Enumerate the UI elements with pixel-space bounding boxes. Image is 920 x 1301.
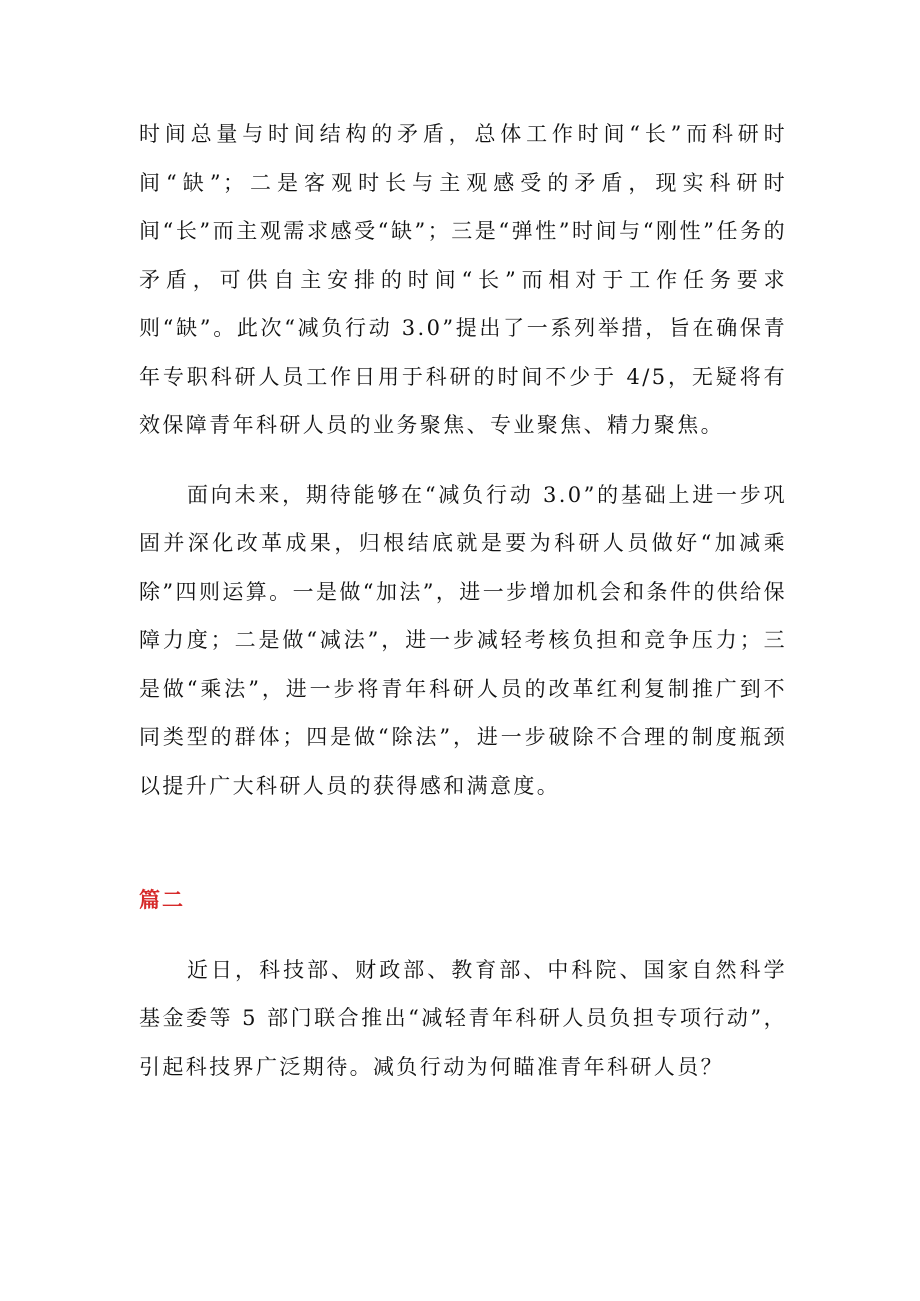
paragraph-section-two-intro: 近日，科技部、财政部、教育部、中科院、国家自然科学基金委等 5 部门联合推出“减轻青年科研人员负担专项行动”，引起科技界广泛期待。减负行动为何瞄准青年科研人员？ <box>139 957 787 1079</box>
section-title: 篇二 <box>139 887 185 912</box>
paragraph-future-outlook: 面向未来，期待能够在“减负行动 3.0”的基础上进一步巩固并深化改革成果，归根结底就是要为科研人员做好“加减乘除”四则运算。一是做“加法”，进一步增加机会和条件的供给保障力度；二是做“减法”，进一步减轻考核负担和竞争压力；三是做“乘法”，进一步将青年科研人员的改革红利复制推广到不同类型的群体；四是做“除法”，进一步破除不合理的制度瓶颈以提升广大科研人员的获得感和满意度。 <box>139 482 787 798</box>
paragraph-continuation: 时间总量与时间结构的矛盾，总体工作时间“长”而科研时间“缺”；二是客观时长与主观感受的矛盾，现实科研时间“长”而主观需求感受“缺”；三是“弹性”时间与“刚性”任务的矛盾，可供自主安排的时间“长”而相对于工作任务要求则“缺”。此次“减负行动 3.0”提出了一系列举措，旨在确保青年专职科研人员工作日用于科研的时间不少于 4/5，无疑将有效保障青年科研人员的业务聚焦、专业聚焦、精力聚焦。 <box>139 122 787 437</box>
document-body <box>139 110 787 1091</box>
